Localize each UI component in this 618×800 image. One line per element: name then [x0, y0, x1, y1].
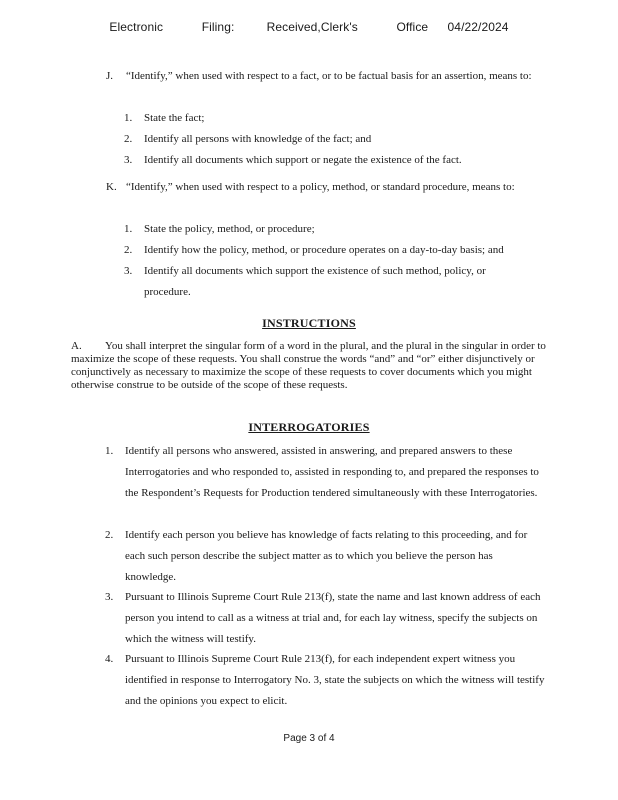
instruction-label: A. — [71, 340, 82, 352]
definition-k — [106, 177, 556, 198]
interrogatory-number: 3. — [105, 591, 114, 603]
interrogatory-3 — [105, 587, 545, 650]
definition-letter: K. — [106, 181, 117, 193]
definition-j-item-3 — [124, 150, 554, 171]
header-word-received-clerks: Received,Clerk's — [266, 20, 358, 34]
instruction-a — [71, 340, 549, 392]
instruction-text: You shall interpret the singular form of a word in the plural, and the plural in the singular in order to maximize the scope of these requests. You shall construe the words “and” and “or” either disjunctively or conjunctively as necessary to maximize the scope of these requests to cover documents which you might otherwise construe to be outside of the scope of these requests. — [71, 340, 546, 391]
instructions-heading: INSTRUCTIONS — [262, 316, 356, 330]
item-text: Identify all persons with knowledge of the fact; and — [144, 133, 372, 145]
item-text: Identify how the policy, method, or procedure operates on a day-to-day basis; and — [144, 244, 504, 256]
item-text: State the policy, method, or procedure; — [144, 223, 315, 235]
item-number: 3. — [124, 154, 133, 166]
interrogatory-2 — [105, 525, 545, 588]
definition-k-item-1 — [124, 219, 554, 240]
page-number: Page 3 of 4 — [283, 733, 335, 744]
interrogatory-text: Pursuant to Illinois Supreme Court Rule 213(f), for each independent expert witness you identified in response to Interrogatory No. 3, state the subjects on which the witness will testify and the opinions you expect to elicit. — [125, 653, 545, 707]
definition-letter: J. — [106, 70, 114, 82]
definition-k-item-2 — [124, 240, 554, 261]
interrogatories-heading: INTERROGATORIES — [248, 420, 370, 434]
definition-text: “Identify,” when used with respect to a fact, or to be factual basis for an assertion, means to: — [126, 70, 532, 82]
definition-j-item-1 — [124, 108, 554, 129]
definition-text: “Identify,” when used with respect to a policy, method, or standard procedure, means to: — [126, 181, 515, 193]
header-word-electronic: Electronic — [109, 20, 164, 34]
item-text: Identify all documents which support the existence of such method, policy, or procedure. — [144, 265, 486, 298]
header-word-office: Office — [396, 20, 429, 34]
interrogatory-number: 1. — [105, 445, 114, 457]
item-number: 2. — [124, 133, 133, 145]
interrogatory-text: Identify each person you believe has knowledge of facts relating to this proceeding, and for each such person describe the subject matter as to which you believe the person has knowledge. — [125, 529, 528, 583]
item-number: 2. — [124, 244, 133, 256]
item-text: State the fact; — [144, 112, 205, 124]
definition-j — [106, 66, 556, 87]
filing-stamp-header — [0, 20, 618, 34]
item-text: Identify all documents which support or negate the existence of the fact. — [144, 154, 462, 166]
definition-j-item-2 — [124, 129, 554, 150]
item-number: 1. — [124, 112, 133, 124]
definition-k-item-3 — [124, 261, 524, 303]
interrogatory-text: Identify all persons who answered, assisted in answering, and prepared answers to these Interrogatories and who responded to, assisted in responding to, and prepared the responses to the Respondent’s Requests for Production tendered simultaneously with these Interrogatories. — [125, 445, 539, 499]
item-number: 1. — [124, 223, 133, 235]
header-filing-date: 04/22/2024 — [447, 20, 509, 34]
interrogatory-text: Pursuant to Illinois Supreme Court Rule 213(f), state the name and last known address of each person you intend to call as a witness at trial and, for each lay witness, specify the subjects on which the witness will testify. — [125, 591, 541, 645]
item-number: 3. — [124, 265, 133, 277]
header-word-filing: Filing: — [201, 20, 235, 34]
interrogatory-1 — [105, 441, 545, 504]
interrogatory-4 — [105, 649, 545, 712]
interrogatory-number: 4. — [105, 653, 114, 665]
interrogatory-number: 2. — [105, 529, 114, 541]
